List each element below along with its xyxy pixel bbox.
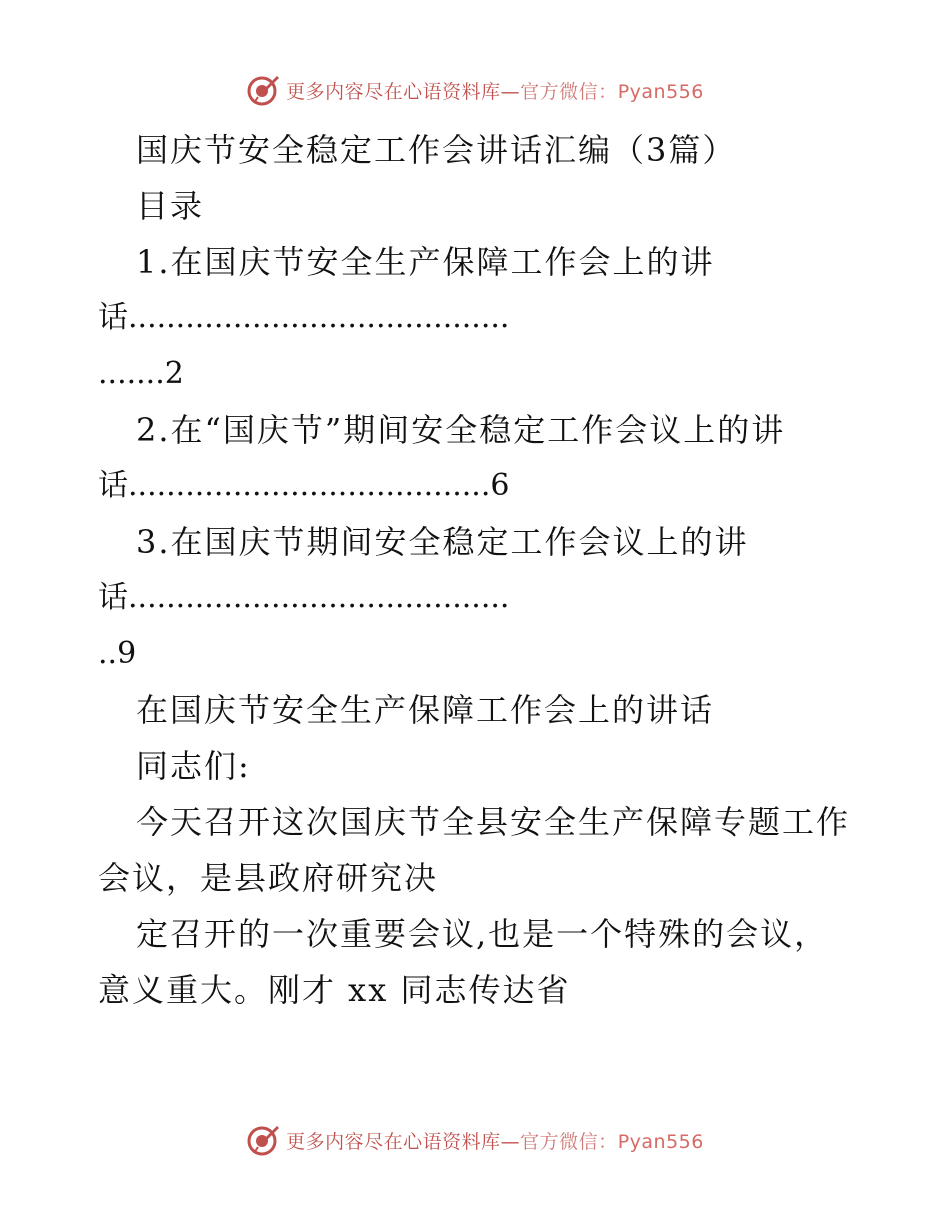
toc-item-1-leader: 话........................................ [98, 300, 510, 335]
section-heading: 在国庆节安全生产保障工作会上的讲话 [136, 691, 715, 729]
banner-text [286, 77, 704, 104]
paragraph-line: 会议，是县政府研究决 [98, 859, 439, 897]
banner-dash: — [500, 1130, 521, 1153]
quill-seal-icon [246, 1123, 280, 1157]
toc-item-2-leader: 话......................................6 [98, 468, 510, 503]
toc-item-2-title: 2.在“国庆节”期间安全稳定工作会议上的讲 [136, 411, 786, 449]
toc-item-3-leader: 话........................................ [98, 580, 510, 615]
salutation: 同志们: [136, 747, 251, 785]
paragraph-line: 今天召开这次国庆节全县安全生产保障专题工作 [136, 803, 851, 841]
banner-handle: Pyan556 [617, 80, 704, 103]
banner-main: 更多内容尽在心语资料库 [286, 80, 501, 103]
document-title: 国庆节安全稳定工作会讲话汇编（3篇） [136, 131, 737, 169]
banner-dash: — [500, 80, 521, 103]
toc-heading: 目录 [136, 187, 205, 225]
banner-label: 官方微信： [520, 80, 618, 103]
paragraph-line: 定召开的一次重要会议,也是一个特殊的会议， [136, 915, 829, 953]
banner-main: 更多内容尽在心语资料库 [286, 1130, 501, 1153]
toc-item-1-page: .......2 [98, 356, 184, 391]
paragraph-line: 意义重大。刚才 xx 同志传达省 [98, 971, 571, 1009]
document-body [98, 122, 858, 1018]
quill-seal-icon [246, 73, 280, 107]
toc-item-3-page: ..9 [98, 636, 137, 671]
toc-item-3-title: 3.在国庆节期间安全稳定工作会议上的讲 [136, 523, 749, 561]
header-banner [0, 70, 950, 110]
toc-item-1-title: 1.在国庆节安全生产保障工作会上的讲 [136, 243, 715, 281]
banner-handle: Pyan556 [617, 1130, 704, 1153]
banner-text [286, 1127, 704, 1154]
footer-banner [0, 1120, 950, 1160]
banner-label: 官方微信： [520, 1130, 618, 1153]
